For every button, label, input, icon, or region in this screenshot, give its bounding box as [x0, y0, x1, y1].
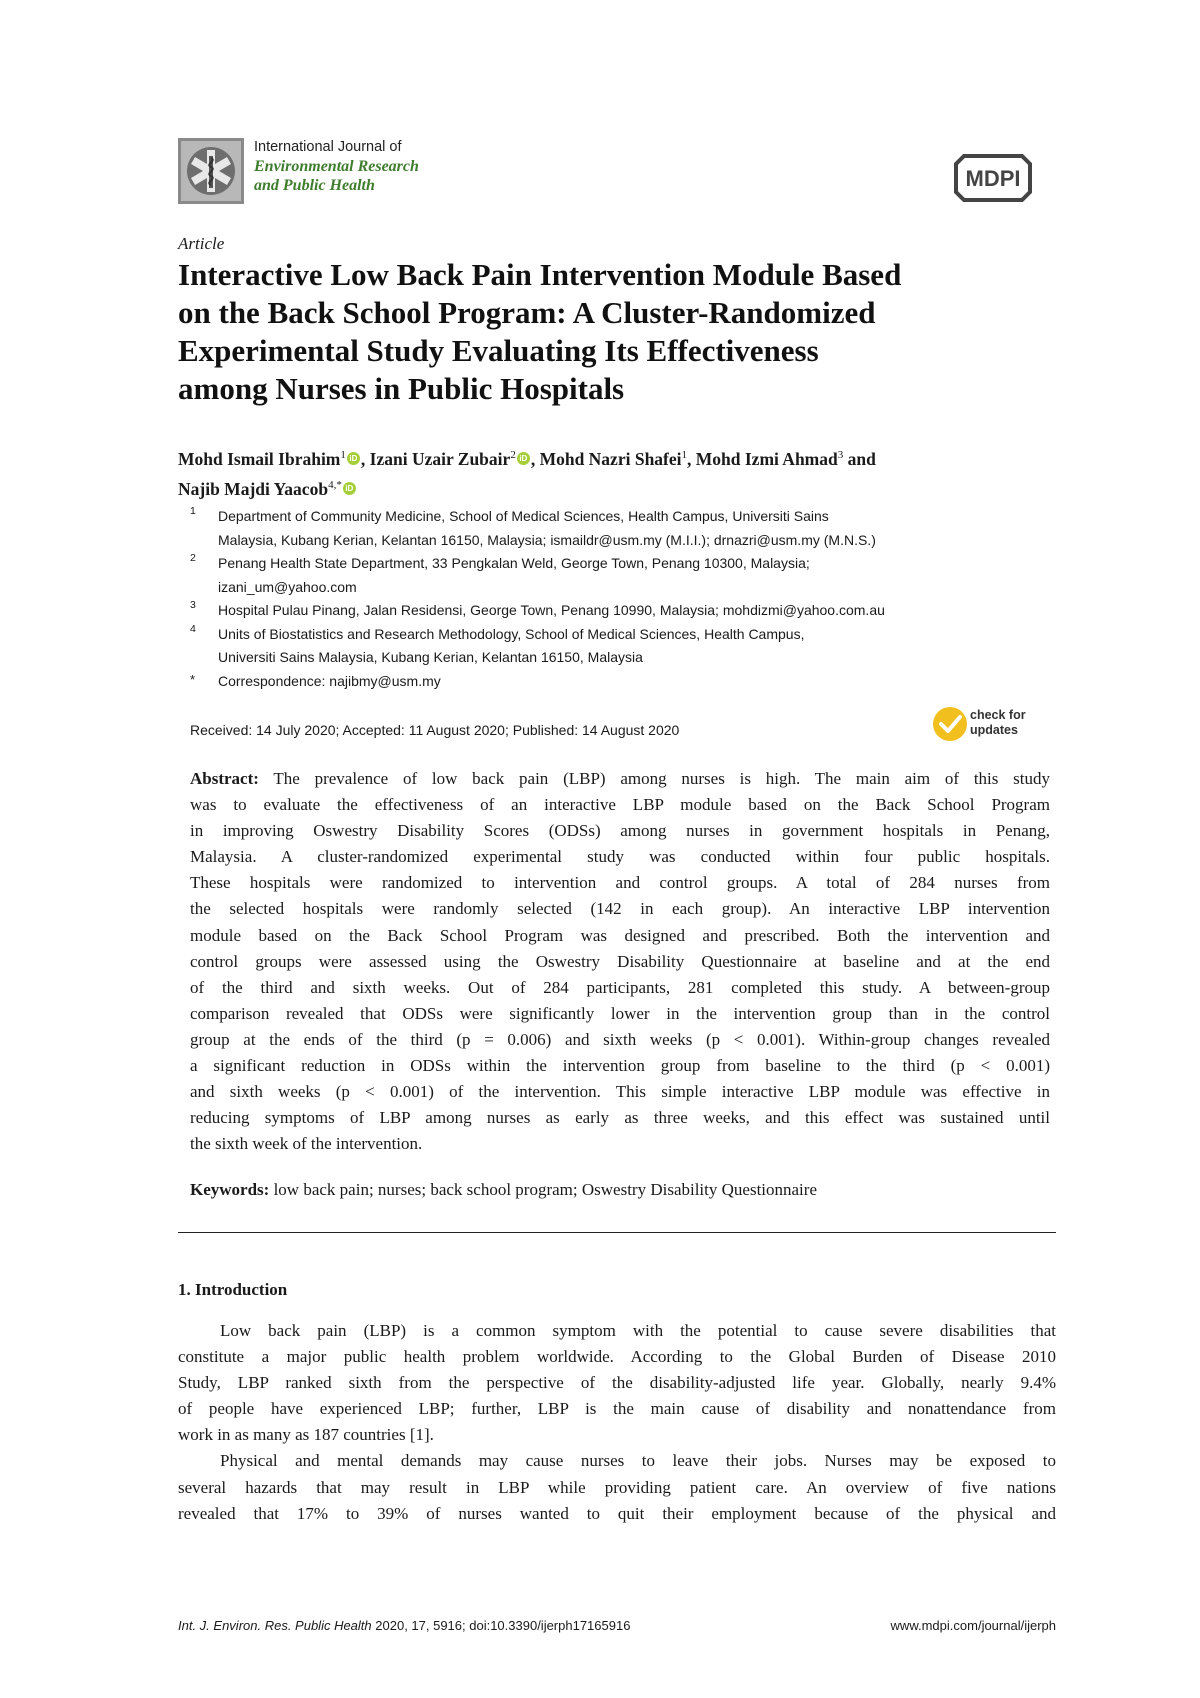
body-text — [178, 1318, 1056, 1527]
abstract-line: group at the ends of the third (p = 0.006) and sixth weeks (p < 0.001). Within-group changes revealed — [190, 1029, 1050, 1049]
affiliation-number: 2 — [190, 552, 196, 564]
page-footer — [178, 1618, 1056, 1633]
author-separator: , — [360, 448, 370, 469]
abstract-line: reducing symptoms of LBP among nurses as early as three weeks, and this effect was sustained until — [190, 1108, 1050, 1128]
title-line: on the Back School Program: A Cluster-Randomized — [178, 295, 876, 330]
author-separator: , — [687, 448, 696, 469]
keywords — [190, 1180, 1050, 1200]
journal-line-2: Environmental Research — [254, 158, 419, 175]
title-line: Experimental Study Evaluating Its Effectiveness — [178, 333, 819, 368]
author-affil-sup: 1 — [681, 449, 688, 461]
abstract-line: the selected hospitals were randomly selected (142 in each group). An interactive LBP intervention — [190, 899, 1050, 919]
author-affil-sup: 4,* — [328, 478, 342, 491]
affiliation-line: Department of Community Medicine, School of Medical Sciences, Health Campus, Universiti Sains — [218, 508, 829, 524]
footer-url[interactable]: www.mdpi.com/journal/ijerph — [890, 1618, 1056, 1633]
journal-logo-icon — [178, 138, 244, 204]
journal-name — [254, 138, 419, 195]
abstract-label: Abstract: — [190, 769, 259, 788]
publisher-name: MDPI — [965, 166, 1021, 191]
author-name[interactable]: Mohd Nazri Shafei — [539, 448, 682, 469]
orcid-icon[interactable]: iD — [343, 482, 356, 495]
footer-citation — [178, 1618, 630, 1633]
correspondence-item — [190, 670, 1050, 694]
abstract-line: and sixth weeks (p < 0.001) of the intervention. This simple interactive LBP module was effective in — [190, 1082, 1050, 1102]
footer-doi[interactable]: 2020, 17, 5916; doi:10.3390/ijerph17165916 — [371, 1618, 631, 1633]
affiliation-item — [190, 623, 1050, 670]
affiliation-item — [190, 552, 1050, 599]
abstract-line: control groups were assessed using the Oswestry Disability Questionnaire at baseline and at the end — [190, 951, 1050, 971]
abstract — [190, 766, 1050, 1157]
author-name[interactable]: Mohd Ismail Ibrahim — [178, 448, 341, 469]
author-name[interactable]: Izani Uzair Zubair — [369, 448, 511, 469]
orcid-icon[interactable]: iD — [347, 452, 360, 465]
publication-dates: Received: 14 July 2020; Accepted: 11 August 2020; Published: 14 August 2020 — [190, 722, 680, 738]
keywords-label: Keywords: — [190, 1180, 270, 1199]
body-line: revealed that 17% to 39% of nurses wanted to quit their employment because of the physical and — [178, 1503, 1056, 1523]
body-line: work in as many as 187 countries [1]. — [178, 1425, 434, 1445]
body-line: Physical and mental demands may cause nurses to leave their jobs. Nurses may be exposed to — [220, 1451, 1056, 1471]
body-line: Low back pain (LBP) is a common symptom with the potential to cause severe disabilities that — [220, 1321, 1056, 1340]
article-type: Article — [178, 234, 225, 253]
affiliation-line: Hospital Pulau Pinang, Jalan Residensi, George Town, Penang 10990, Malaysia; mohdizmi@yahoo.com.au — [218, 602, 885, 618]
body-line: of people have experienced LBP; further, LBP is the main cause of disability and nonattendance from — [178, 1399, 1056, 1419]
correspondence-line[interactable]: Correspondence: najibmy@usm.my — [218, 672, 441, 689]
abstract-text: The prevalence of low back pain (LBP) among nurses is high. The main aim of this study — [273, 769, 1050, 788]
correspondence-marker: * — [190, 671, 196, 687]
abstract-line: of the third and sixth weeks. Out of 284 participants, 281 completed this study. A between-group — [190, 977, 1050, 997]
abstract-line: the sixth week of the intervention. — [190, 1134, 423, 1154]
affiliation-line: Universiti Sains Malaysia, Kubang Kerian, Kelantan 16150, Malaysia — [218, 649, 643, 665]
affiliation-line: Units of Biostatistics and Research Methodology, School of Medical Sciences, Health Campus, — [218, 625, 805, 642]
section-heading: 1. Introduction — [178, 1280, 288, 1299]
orcid-icon[interactable]: iD — [517, 452, 530, 465]
check-updates-label[interactable] — [970, 708, 1026, 738]
author-name[interactable]: Najib Majdi Yaacob — [178, 478, 329, 499]
abstract-line: was to evaluate the effectiveness of an interactive LBP module based on the Back School Program — [190, 795, 1050, 815]
affiliation-item — [190, 505, 1050, 552]
affiliation-number: 3 — [190, 599, 196, 611]
title-line: Interactive Low Back Pain Intervention Module Based — [178, 257, 902, 292]
affiliation-line: Malaysia, Kubang Kerian, Kelantan 16150, Malaysia; ismaildr@usm.my (M.I.I.); drnazri@usm.my (M.N.S.) — [218, 531, 876, 548]
affiliation-number: 1 — [190, 505, 196, 517]
check-updates-line: updates — [970, 723, 1018, 737]
affiliation-line: Penang Health State Department, 33 Pengkalan Weld, George Town, Penang 10300, Malaysia; — [218, 555, 810, 571]
keywords-text: low back pain; nurses; back school program; Oswestry Disability Questionnaire — [273, 1180, 817, 1199]
title-line: among Nurses in Public Hospitals — [178, 371, 625, 406]
journal-line-1: International Journal of — [254, 139, 402, 155]
abstract-line — [190, 766, 1050, 792]
body-line: Study, LBP ranked sixth from the perspective of the disability-adjusted life year. Globally, nearly 9.4% — [178, 1373, 1056, 1393]
abstract-line: in improving Oswestry Disability Scores (ODSs) among nurses in government hospitals in Penang, — [190, 821, 1050, 841]
author-affil-sup: 1 — [340, 449, 346, 461]
body-line: several hazards that may result in LBP while providing patient care. An overview of five nations — [178, 1477, 1056, 1497]
abstract-line: comparison revealed that ODSs were significantly lower in the intervention group than in the control — [190, 1003, 1050, 1023]
journal-line-3: and Public Health — [254, 177, 375, 194]
abstract-line: These hospitals were randomized to intervention and control groups. A total of 284 nurses from — [190, 873, 1050, 893]
abstract-line: Malaysia. A cluster-randomized experimental study was conducted within four public hospitals. — [190, 847, 1050, 867]
mdpi-logo-icon — [952, 152, 1034, 204]
author-list — [178, 442, 1058, 502]
paper-title — [178, 256, 1058, 408]
author-separator: and — [843, 448, 876, 469]
author-name[interactable]: Mohd Izmi Ahmad — [695, 448, 838, 469]
affiliation-line[interactable]: izani_um@yahoo.com — [218, 578, 357, 595]
affiliation-number: 4 — [190, 622, 196, 635]
footer-journal: Int. J. Environ. Res. Public Health — [178, 1618, 372, 1633]
author-separator: , — [530, 448, 540, 469]
abstract-line: module based on the Back School Program was designed and prescribed. Both the intervention and — [190, 925, 1050, 945]
body-line: constitute a major public health problem worldwide. According to the Global Burden of Disease 2010 — [178, 1347, 1056, 1367]
author-affil-sup: 2 — [510, 449, 516, 461]
abstract-line: a significant reduction in ODSs within the intervention group from baseline to the third (p < 0.001) — [190, 1056, 1050, 1076]
affiliations — [190, 505, 1050, 693]
author-affil-sup: 3 — [837, 449, 844, 461]
check-updates-line: check for — [970, 708, 1026, 722]
section-divider — [178, 1232, 1056, 1233]
affiliation-item — [190, 599, 1050, 623]
